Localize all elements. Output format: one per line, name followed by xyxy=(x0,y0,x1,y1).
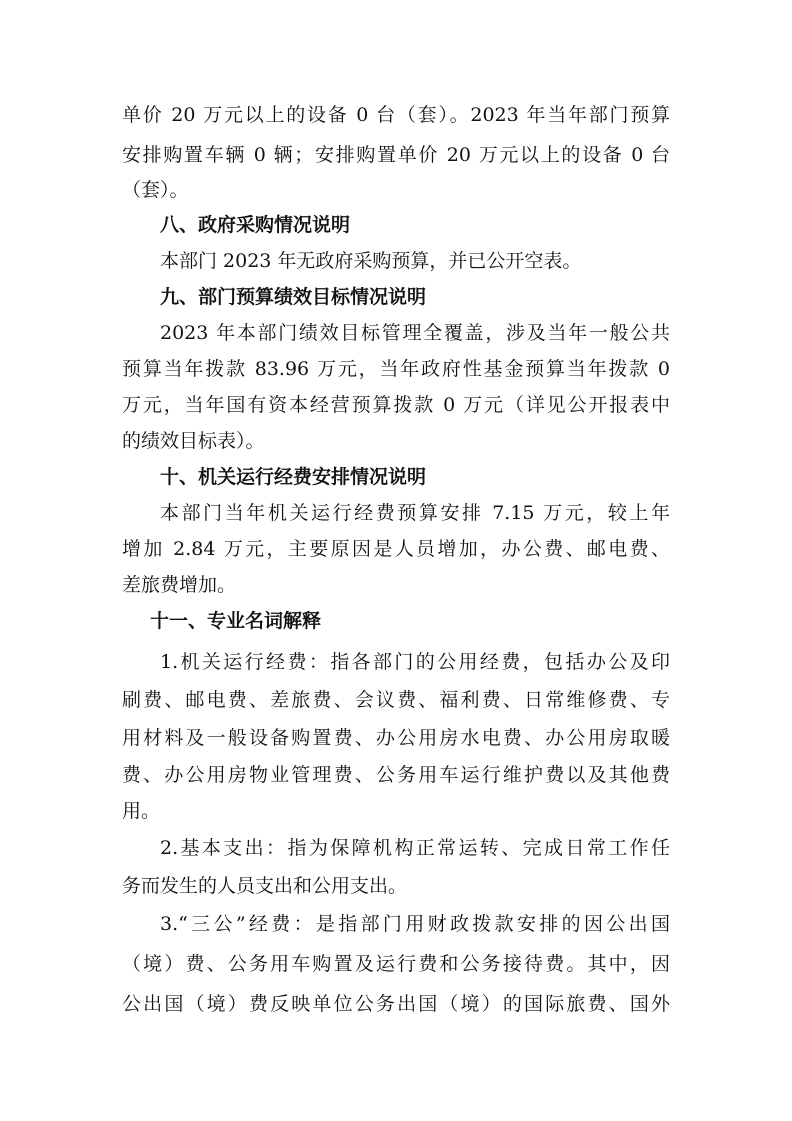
paragraph-line: 本部门 2023 年无政府采购预算，并已公开空表。 xyxy=(160,250,582,272)
paragraph-line: 用。 xyxy=(122,800,161,822)
paragraph-line: 万元，当年国有资本经营预算拨款 0 万元（详见公开报表中 xyxy=(122,394,670,416)
paragraph-line: （境）费、公务用车购置及运行费和公务接待费。其中，因 xyxy=(122,953,670,975)
section-heading-8: 八、政府采购情况说明 xyxy=(160,214,351,236)
paragraph-line: 公出国（境）费反映单位公务出国（境）的国际旅费、国外 xyxy=(122,993,670,1015)
paragraph-line: 2.基本支出：指为保障机构正常运转、完成日常工作任 xyxy=(160,837,670,859)
paragraph-line: （套）。 xyxy=(122,179,189,201)
paragraph-line: 刷费、邮电费、差旅费、会议费、福利费、日常维修费、专 xyxy=(122,689,670,711)
paragraph-line: 单价 20 万元以上的设备 0 台（套）。2023 年当年部门预算 xyxy=(122,104,670,126)
paragraph-line: 差旅费增加。 xyxy=(122,574,237,596)
section-heading-9: 九、部门预算绩效目标情况说明 xyxy=(160,286,427,308)
paragraph-line: 2023 年本部门绩效目标管理全覆盖，涉及当年一般公共 xyxy=(160,322,670,344)
paragraph-line: 的绩效目标表）。 xyxy=(122,430,265,452)
paragraph-line: 务而发生的人员支出和公用支出。 xyxy=(122,875,408,897)
paragraph-line: 3.“三公”经费：是指部门用财政拨款安排的因公出国 xyxy=(160,913,670,935)
paragraph-line: 1.机关运行经费：指各部门的公用经费，包括办公及印 xyxy=(160,651,670,673)
paragraph-line: 本部门当年机关运行经费预算安排 7.15 万元，较上年 xyxy=(160,502,670,524)
section-heading-10: 十、机关运行经费安排情况说明 xyxy=(160,466,427,488)
paragraph-line: 费、办公用房物业管理费、公务用车运行维护费以及其他费 xyxy=(122,764,670,786)
paragraph-line: 预算当年拨款 83.96 万元，当年政府性基金预算当年拨款 0 xyxy=(122,358,670,380)
paragraph-line: 增加 2.84 万元，主要原因是人员增加，办公费、邮电费、 xyxy=(122,538,670,560)
section-heading-11: 十一、专业名词解释 xyxy=(150,610,322,632)
paragraph-line: 安排购置车辆 0 辆；安排购置单价 20 万元以上的设备 0 台 xyxy=(122,144,670,166)
paragraph-line: 用材料及一般设备购置费、办公用房水电费、办公用房取暖 xyxy=(122,727,670,749)
